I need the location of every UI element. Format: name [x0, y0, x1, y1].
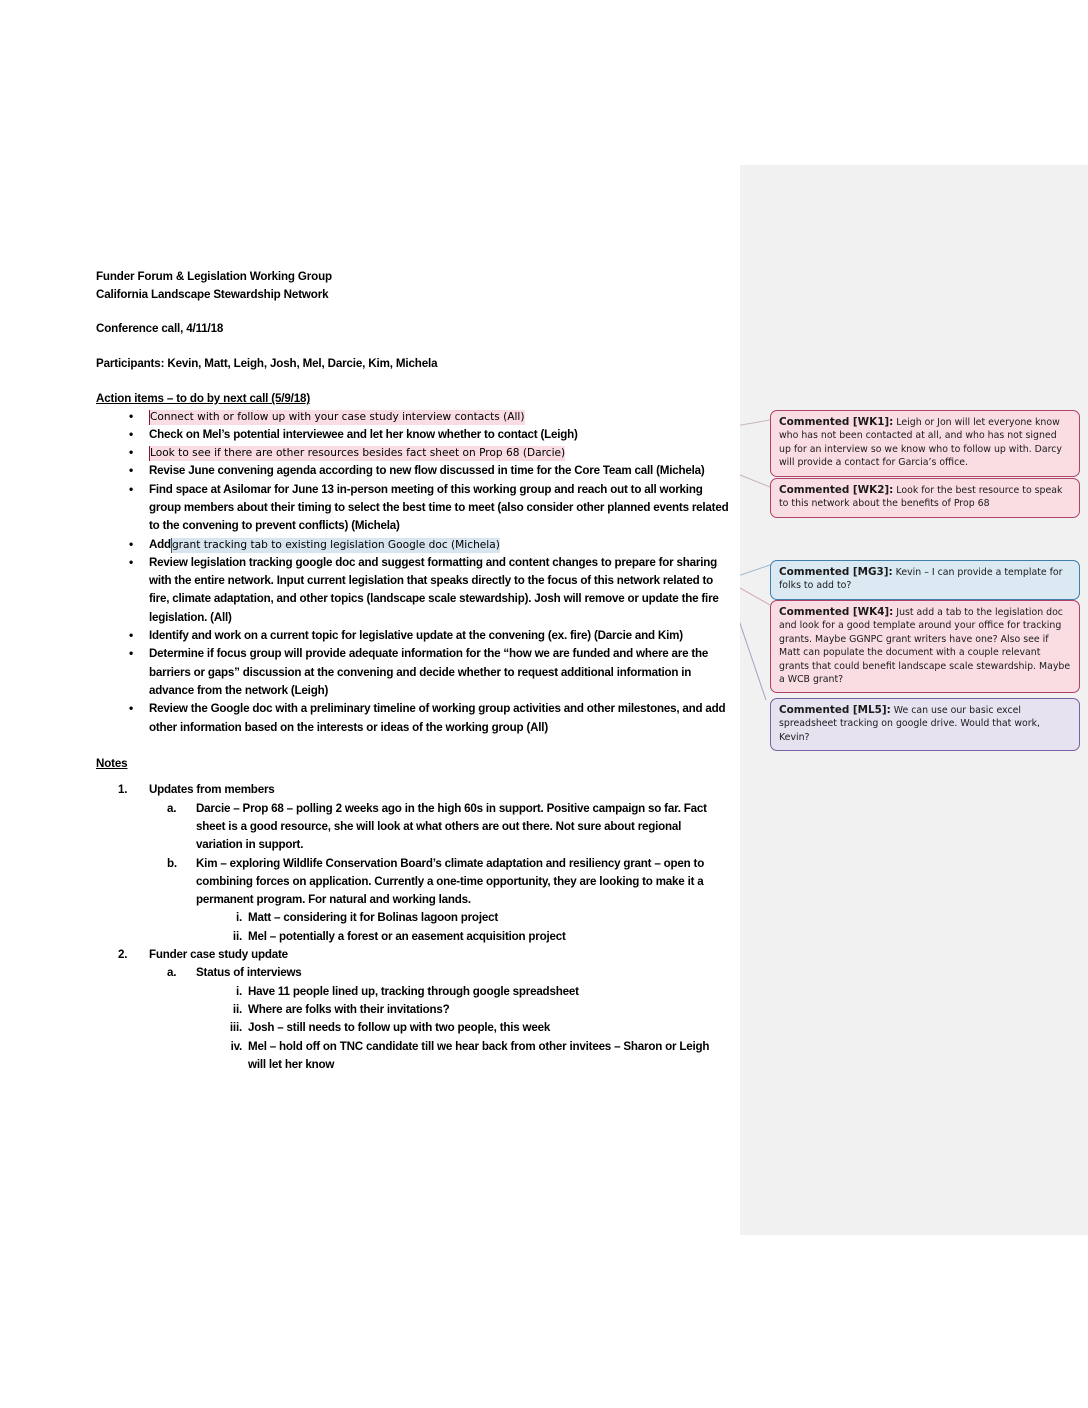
- list-marker: iii.: [229, 1021, 242, 1035]
- list-marker: 2.: [118, 948, 128, 962]
- list-marker: i.: [235, 911, 242, 925]
- notes-entry-text: Darcie – Prop 68 – polling 2 weeks ago in the high 60s in support. Positive campaign so far. Fact sheet is a good resource, she will look at what others are out there. Not sure about regional variation in support.: [196, 801, 707, 852]
- doc-title-line-2: California Landscape Stewardship Network: [96, 287, 329, 301]
- notes-entry: [196, 1019, 730, 1037]
- notes-entry-text: Matt – considering it for Bolinas lagoon project: [248, 911, 498, 925]
- notes-entry: [149, 855, 730, 946]
- list-marker: a.: [167, 801, 177, 815]
- comment-author-tag: Commented [ML5]:: [779, 704, 891, 716]
- comment-balloon-ml5[interactable]: [770, 698, 1080, 751]
- action-item: [96, 444, 730, 462]
- notes-entry-text: Status of interviews: [196, 966, 302, 980]
- list-marker: iv.: [230, 1039, 242, 1053]
- participants-line: Participants: Kevin, Matt, Leigh, Josh, Mel, Darcie, Kim, Michela: [96, 356, 438, 370]
- notes-entry-text: Josh – still needs to follow up with two people, this week: [248, 1021, 551, 1035]
- action-item-text: Identify and work on a current topic for legislative update at the convening (ex. fire) (Darcie and Kim): [149, 629, 683, 643]
- list-marker: i.: [235, 984, 242, 998]
- notes-entry: [196, 983, 730, 1001]
- comment-body: Leigh or Jon will let everyone know who has not been contacted at all, and who has not signed up for an interview so we know who to follow up with. Darcy will provide a contact for Garcia’s office.: [779, 417, 1062, 469]
- notes-entry: [96, 946, 730, 1074]
- document-content: [96, 268, 730, 1074]
- list-marker: b.: [167, 856, 177, 870]
- notes-sublist: [149, 800, 730, 946]
- notes-entry: [96, 781, 730, 946]
- action-item: [96, 426, 730, 444]
- list-marker: ii.: [232, 1002, 242, 1016]
- notes-entry: [149, 800, 730, 855]
- list-marker: 1.: [118, 783, 128, 797]
- action-item: [96, 554, 730, 627]
- action-item-text: Revise June convening agenda according to new flow discussed in time for the Core Team call (Michela): [149, 464, 705, 478]
- action-item: [96, 627, 730, 645]
- notes-entry-text: Kim – exploring Wildlife Conservation Board’s climate adaptation and resiliency grant – open to combining forces on application. Currently a one-time opportunity, they are looking to make it a permanent program. For natural and working lands.: [196, 856, 705, 907]
- comment-author-tag: Commented [WK2]:: [779, 484, 894, 496]
- notes-entry: [196, 1038, 730, 1075]
- action-item: [96, 481, 730, 536]
- action-items-list: [96, 408, 730, 737]
- notes-subsublist: [196, 909, 730, 946]
- comment-body: Kevin – I can provide a template for folks to add to?: [779, 567, 1063, 592]
- action-item: [96, 536, 730, 554]
- comment-author-tag: Commented [WK1]:: [779, 416, 894, 428]
- notes-list: [96, 781, 730, 1074]
- action-item-text: Add: [149, 537, 171, 551]
- notes-entry: [196, 1001, 730, 1019]
- comment-balloon-wk2[interactable]: [770, 478, 1080, 518]
- notes-entry-text: Mel – hold off on TNC candidate till we hear back from other invitees – Sharon or Leigh will let her know: [248, 1039, 710, 1071]
- meeting-line: Conference call, 4/11/18: [96, 322, 224, 335]
- comment-balloon-mg3[interactable]: [770, 560, 1080, 600]
- action-item: [96, 462, 730, 480]
- notes-heading: Notes: [96, 756, 128, 770]
- notes-entry: [196, 909, 730, 927]
- comment-author-tag: Commented [WK4]:: [779, 606, 894, 618]
- list-marker: ii.: [232, 929, 242, 943]
- notes-entry: [149, 964, 730, 1074]
- action-item-text: Check on Mel’s potential interviewee and let her know whether to contact (Leigh): [149, 427, 578, 441]
- notes-entry-text: Mel – potentially a forest or an easement acquisition project: [248, 929, 566, 943]
- action-item-text: Find space at Asilomar for June 13 in-person meeting of this working group and reach out to all working group members about their timing to select the best time to meet (also consider other planned events related to the convening to prevent conflicts) (Michela): [149, 482, 729, 533]
- comment-body: Look for the best resource to speak to this network about the benefits of Prop 68: [779, 485, 1063, 510]
- comment-body: We can use our basic excel spreadsheet tracking on google drive. Would that work, Kevin?: [779, 705, 1040, 743]
- commented-run-mg3-wk4-ml5[interactable]: grant tracking tab to existing legislation Google doc (Michela): [171, 538, 500, 551]
- comment-balloon-wk4[interactable]: [770, 600, 1080, 693]
- action-item: [96, 645, 730, 700]
- notes-entry-text: Updates from members: [149, 783, 275, 797]
- action-item: [96, 408, 730, 426]
- notes-entry-text: Have 11 people lined up, tracking through google spreadsheet: [248, 984, 579, 998]
- notes-sublist: [149, 964, 730, 1074]
- commented-run-wk2[interactable]: Look to see if there are other resources besides fact sheet on Prop 68 (Darcie): [150, 447, 566, 460]
- comment-body: Just add a tab to the legislation doc and look for a good template around your office for tracking grants. Maybe GGNPC grant writers have one? Also see if Matt can populate the document with a couple relevant grants that could benefit landscape scale stewardship. Maybe a WCB grant?: [779, 607, 1071, 686]
- commented-run-wk1[interactable]: Connect with or follow up with your case study interview contacts (All): [150, 410, 525, 423]
- doc-title-line-1: Funder Forum & Legislation Working Group: [96, 270, 332, 283]
- action-items-heading: Action items – to do by next call (5/9/18): [96, 392, 311, 405]
- notes-entry-text: Funder case study update: [149, 948, 288, 962]
- list-marker: a.: [167, 966, 177, 980]
- action-item: [96, 700, 730, 737]
- action-item-text: Determine if focus group will provide adequate information for the “how we are funded and where are the barriers or gaps” discussion at the convening and decide whether to request additional information in advance from the network (Leigh): [149, 647, 709, 697]
- action-item-text: Review legislation tracking google doc and suggest formatting and content changes to prepare for sharing with the entire network. Input current legislation that speaks directly to the focus of this network related to fire, climate adaptation, and other topics (landscape scale stewardship). Josh will remove or update the fire legislation. (All): [149, 555, 719, 624]
- notes-entry: [196, 928, 730, 946]
- notes-entry-text: Where are folks with their invitations?: [248, 1002, 450, 1016]
- notes-subsublist: [196, 983, 730, 1074]
- action-item-text: Review the Google doc with a preliminary timeline of working group activities and other milestones, and add other information based on the interests or ideas of the working group (All): [149, 702, 726, 734]
- comment-balloon-wk1[interactable]: [770, 410, 1080, 477]
- comment-author-tag: Commented [MG3]:: [779, 566, 893, 578]
